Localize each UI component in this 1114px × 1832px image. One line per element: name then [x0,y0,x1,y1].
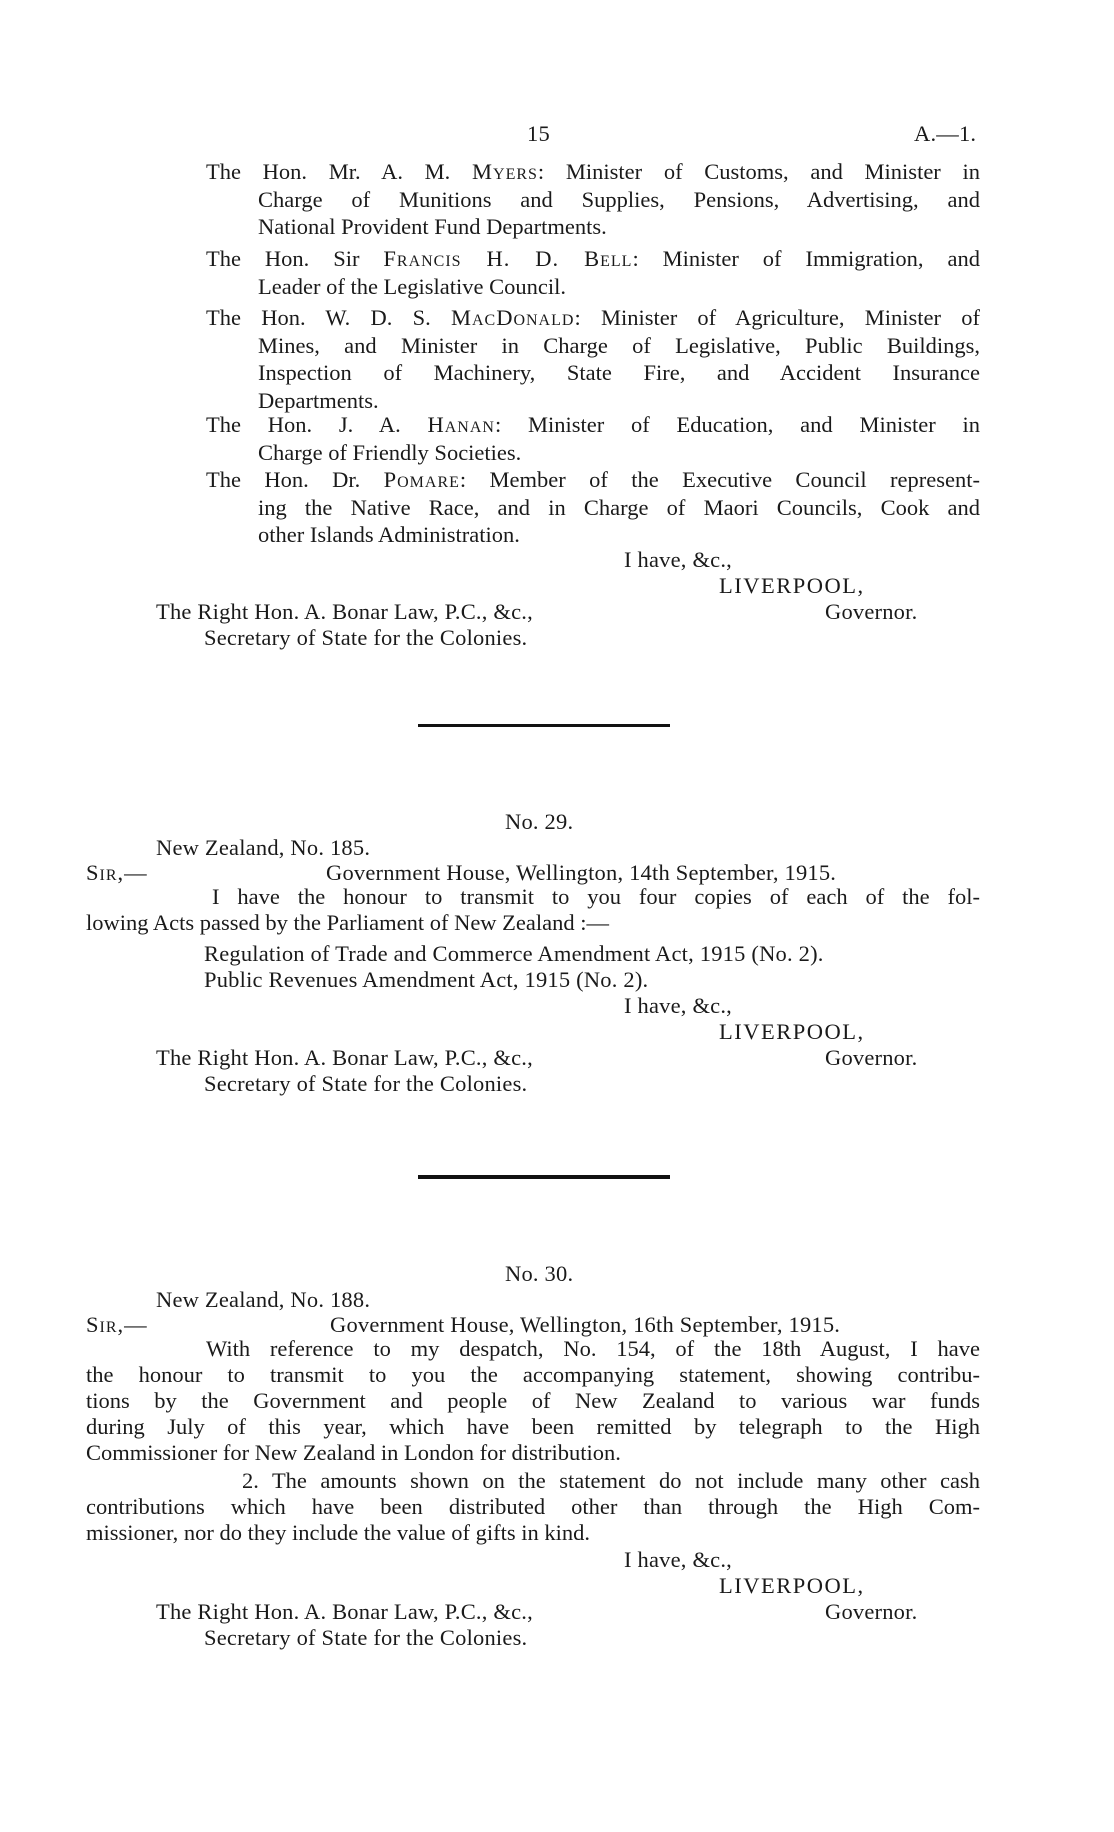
closing-addressee-title: Secretary of State for the Colonies. [204,1625,528,1650]
minister-entry-line: ing the Native Race, and in Charge of Maori Councils, Cook and [258,494,980,520]
minister-entry-pomare [206,466,980,549]
salutation: Sir,— [86,860,148,885]
closing-signer: LIVERPOOL, [719,1573,865,1598]
closing-addressee: The Right Hon. A. Bonar Law, P.C., &c., [156,1045,533,1070]
minister-entry-first-line: The Hon. Dr. Pomare: Member of the Executive Council represent- [206,467,980,492]
body-line: 2. The amounts shown on the statement do not include many other cash [242,1468,980,1493]
minister-entry-line: Inspection of Machinery, State Fire, and Accident Insurance [258,360,980,385]
minister-entry-hanan [206,411,980,466]
body-line: lowing Acts passed by the Parliament of New Zealand :— [86,910,610,935]
body-line: contributions which have been distributed other than through the High Com- [86,1494,980,1519]
minister-entry-line: Charge of Munitions and Supplies, Pensions, Advertising, and [258,186,980,212]
section-divider [418,1175,670,1179]
minister-entry-bell [206,245,980,300]
minister-name: Pomare [383,467,460,492]
despatch-reference: New Zealand, No. 188. [156,1287,371,1312]
closing-addressee-title: Secretary of State for the Colonies. [204,625,528,650]
despatch-paragraph-2 [86,1468,980,1546]
closing-addressee: The Right Hon. A. Bonar Law, P.C., &c., [156,599,533,624]
body-line: missioner, nor do they include the value of gifts in kind. [86,1520,591,1545]
minister-name: Myers [472,159,538,184]
body-line: I have the honour to transmit to you four copies of each of the fol- [212,884,980,909]
minister-entry-line: National Provident Fund Departments. [258,214,607,239]
closing-addressee-title: Secretary of State for the Colonies. [204,1071,528,1096]
minister-entry-line: Charge of Friendly Societies. [258,439,522,465]
closing-i-have: I have, &c., [624,1547,732,1572]
body-line: tions by the Government and people of New Zealand to various war funds [86,1388,980,1413]
body-line: With reference to my despatch, No. 154, of the 18th August, I have [206,1336,980,1361]
body-line: Commissioner for New Zealand in London for distribution. [86,1440,621,1465]
despatch-body [86,884,980,936]
minister-entry-line: Departments. [258,387,379,413]
body-line: during July of this year, which have been remitted by telegraph to the High [86,1414,980,1439]
closing-i-have: I have, &c., [624,993,732,1018]
closing-role: Governor. [825,599,918,624]
despatch-number: No. 30. [505,1261,574,1286]
minister-entry-first-line: The Hon. Sir Francis H. D. Bell: Minister of Immigration, and [206,246,980,271]
despatch-number: No. 29. [505,809,574,834]
minister-entry-first-line: The Hon. Mr. A. M. Myers: Minister of Customs, and Minister in [206,159,981,184]
minister-entry-line: other Islands Administration. [258,522,520,547]
minister-entry-first-line: The Hon. J. A. Hanan: Minister of Education, and Minister in [206,412,980,437]
minister-entry-line: Leader of the Legislative Council. [258,273,567,299]
section-divider [418,724,670,727]
minister-name: MacDonald [450,305,575,330]
body-line: the honour to transmit to you the accompanying statement, showing contribu- [86,1362,980,1387]
minister-name: Francis H. D. Bell [383,246,633,271]
despatch-reference: New Zealand, No. 185. [156,835,371,860]
closing-addressee: The Right Hon. A. Bonar Law, P.C., &c., [156,1599,533,1624]
minister-name: Hanan [427,412,495,437]
place-date: Government House, Wellington, 14th September, 1915. [326,860,837,885]
minister-entry-myers [206,158,980,241]
closing-role: Governor. [825,1599,918,1624]
act-item: Regulation of Trade and Commerce Amendment Act, 1915 (No. 2). [204,941,824,966]
closing-i-have: I have, &c., [624,547,732,572]
minister-entry-macdonald [206,304,980,414]
closing-role: Governor. [825,1045,918,1070]
page-number: 15 [527,121,550,146]
act-item: Public Revenues Amendment Act, 1915 (No. 2). [204,967,649,992]
salutation: Sir,— [86,1312,148,1337]
document-reference: A.—1. [914,121,977,146]
despatch-paragraph-1 [86,1336,980,1466]
minister-entry-first-line: The Hon. W. D. S. MacDonald: Minister of Agriculture, Minister of [206,305,980,330]
closing-signer: LIVERPOOL, [719,573,865,598]
minister-entry-line: Mines, and Minister in Charge of Legislative, Public Buildings, [258,332,980,358]
place-date: Government House, Wellington, 16th September, 1915. [330,1312,841,1337]
closing-signer: LIVERPOOL, [719,1019,865,1044]
